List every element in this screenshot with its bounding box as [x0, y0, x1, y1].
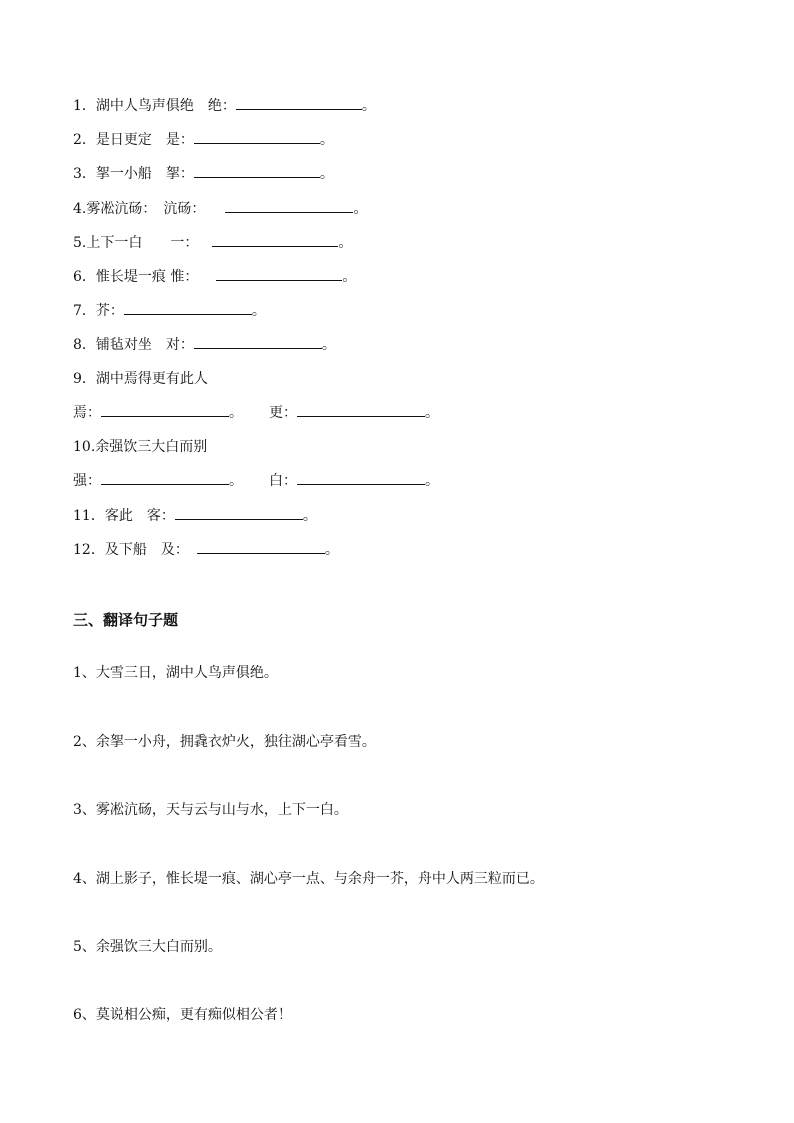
vocab-item-7 [73, 301, 266, 321]
answer-blank[interactable] [194, 164, 320, 178]
vocab-end: 。 [353, 201, 368, 217]
vocab-item-10 [73, 437, 207, 457]
vocab-question: 9．湖中焉得更有此人 [73, 371, 208, 387]
vocab-sub-question: 白： [269, 473, 297, 489]
vocab-end: 。 [302, 508, 317, 524]
vocab-end: 。 [229, 473, 243, 489]
vocab-item-9-answers [73, 403, 439, 423]
vocab-question: 10.余强饮三大白而别 [73, 439, 208, 455]
vocab-item-12 [73, 540, 339, 560]
answer-blank[interactable] [236, 96, 362, 110]
vocab-question: 8．铺毡对坐 对： [73, 337, 194, 353]
vocab-item-3 [73, 164, 334, 184]
vocab-sub-question: 更： [269, 405, 297, 421]
vocab-end: 。 [324, 542, 339, 558]
vocab-item-1 [73, 96, 376, 116]
answer-blank[interactable] [297, 403, 425, 417]
translation-item-4: 4、湖上影子，惟长堤一痕、湖心亭一点、与余舟一芥，舟中人两三粒而已。 [73, 871, 544, 887]
translation-item-2: 2、余挐一小舟，拥毳衣炉火，独往湖心亭看雪。 [73, 734, 376, 750]
answer-blank[interactable] [194, 335, 322, 349]
vocab-end: 。 [342, 269, 357, 285]
vocab-item-10-answers [73, 471, 439, 491]
vocab-question: 12．及下船 及： [73, 542, 189, 558]
section-title: 三、翻译句子题 [73, 611, 179, 629]
answer-blank[interactable] [194, 130, 320, 144]
vocab-question: 3．挐一小船 挐： [73, 166, 194, 182]
vocab-end: 。 [425, 405, 439, 421]
translation-item-5: 5、余强饮三大白而别。 [73, 939, 222, 955]
answer-blank[interactable] [101, 403, 229, 417]
vocab-question: 1．湖中人鸟声俱绝 绝： [73, 98, 236, 114]
vocab-sub-question: 焉： [73, 405, 101, 421]
translation-item-3: 3、雾凇沆砀，天与云与山与水，上下一白。 [73, 802, 348, 818]
vocab-end: 。 [338, 235, 353, 251]
answer-blank[interactable] [297, 471, 425, 485]
vocab-item-2 [73, 130, 334, 150]
answer-blank[interactable] [101, 471, 229, 485]
vocab-item-6 [73, 267, 356, 287]
translation-item-6: 6、莫说相公痴，更有痴似相公者！ [73, 1007, 292, 1023]
vocab-end: 。 [321, 337, 336, 353]
vocab-end: 。 [319, 132, 334, 148]
vocab-question: 7．芥： [73, 303, 124, 319]
vocab-end: 。 [425, 473, 439, 489]
vocab-item-11 [73, 506, 317, 526]
answer-blank[interactable] [216, 267, 342, 281]
answer-blank[interactable] [225, 199, 353, 213]
vocab-question: 4.雾凇沆砀： 沆砀： [73, 201, 206, 217]
answer-blank[interactable] [212, 233, 338, 247]
answer-blank[interactable] [124, 301, 252, 315]
vocab-question: 6．惟长堤一痕 惟： [73, 269, 199, 285]
vocab-item-9 [73, 369, 208, 389]
vocab-sub-question: 强： [73, 473, 101, 489]
vocab-item-5 [73, 233, 352, 253]
answer-blank[interactable] [175, 506, 303, 520]
vocab-question: 11．客此 客： [73, 508, 175, 524]
vocab-end: 。 [361, 98, 376, 114]
vocab-end: 。 [251, 303, 266, 319]
vocab-question: 2．是日更定 是： [73, 132, 194, 148]
vocab-item-8 [73, 335, 336, 355]
vocab-end: 。 [319, 166, 334, 182]
translation-item-1: 1、大雪三日，湖中人鸟声俱绝。 [73, 665, 278, 681]
vocab-question: 5.上下一白 一： [73, 235, 199, 251]
vocab-item-4 [73, 199, 367, 219]
vocab-end: 。 [229, 405, 243, 421]
answer-blank[interactable] [197, 540, 325, 554]
